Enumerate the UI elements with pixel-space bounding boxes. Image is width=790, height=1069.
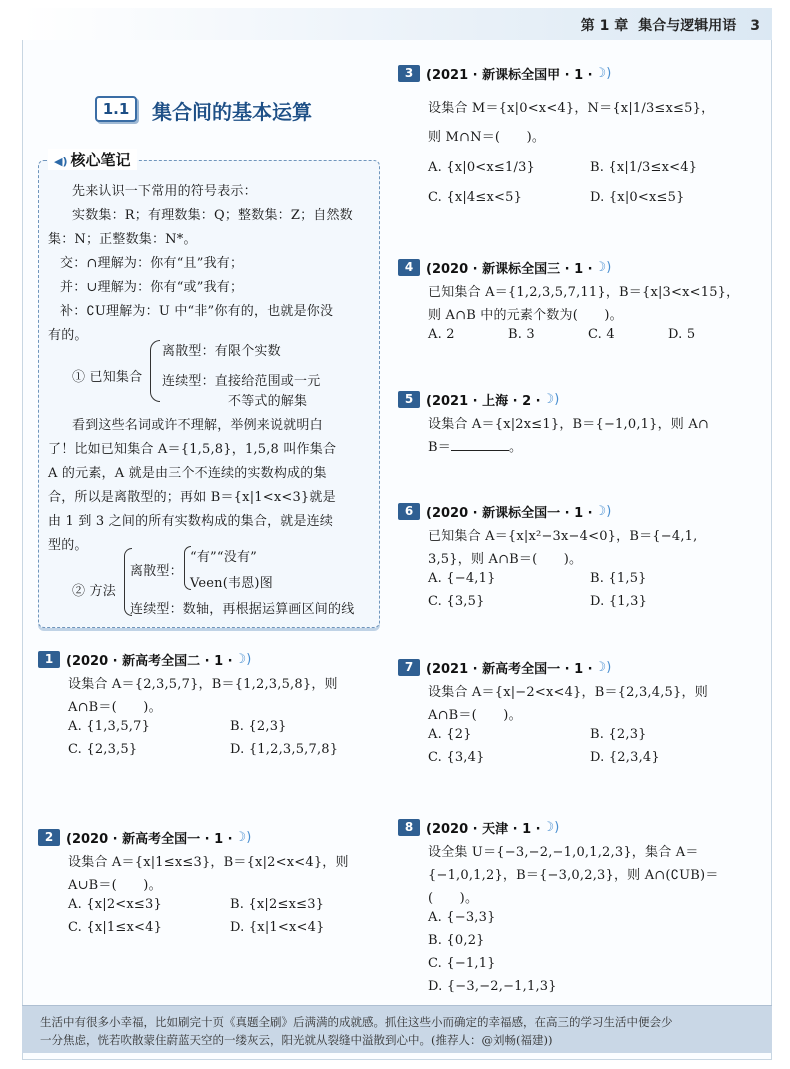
- option: B. {1,5}: [590, 571, 647, 586]
- discrete-type-text: 离散型：有限个实数: [162, 344, 281, 359]
- crescent-icon: ☽): [594, 660, 612, 675]
- notes-paragraph-line: 合，所以是离散型的；再如 B＝{x|1<x<3}就是: [48, 490, 336, 505]
- question-stem: {−1,0,1,2}，B＝{−3,0,2,3}，则 A∩(∁UB)＝: [428, 868, 719, 883]
- question-stem: 设全集 U＝{−3,−2,−1,0,1,2,3}，集合 A＝: [428, 845, 699, 860]
- question-stem: 3,5}，则 A∩B＝( )。: [428, 552, 583, 567]
- notes-line: 先来认识一下常用的符号表示：: [72, 184, 257, 199]
- question-stem: 设集合 A＝{x|−2<x<4}，B＝{2,3,4,5}，则: [428, 685, 708, 700]
- question-source: (2020 · 新高考全国二 · 1 ·: [66, 654, 233, 669]
- core-notes-title: ◀) 核心笔记: [48, 149, 137, 170]
- crescent-icon: ☽): [234, 652, 252, 667]
- option: C. {−1,1}: [428, 956, 496, 971]
- option: B. {x|2≤x≤3}: [230, 897, 325, 912]
- crescent-icon: ☽): [594, 504, 612, 519]
- option: D. {1,3}: [590, 594, 648, 609]
- question-stem: ( )。: [428, 891, 479, 906]
- option: A. {x|2<x≤3}: [68, 897, 162, 912]
- crescent-icon: ☽): [594, 66, 612, 81]
- question-source: (2021 · 上海 · 2 ·: [426, 394, 541, 409]
- option: B. {2,3}: [590, 727, 647, 742]
- option: C. {3,4}: [428, 750, 485, 765]
- answer-blank[interactable]: [451, 439, 509, 451]
- question-stem: 已知集合 A＝{x|x²−3x−4<0}，B＝{−4,1,: [428, 529, 698, 544]
- question-source: (2020 · 新高考全国一 · 1 ·: [66, 832, 233, 847]
- notes-line: 并：∪理解为：你有“或”我有；: [60, 280, 244, 295]
- question-header: [398, 258, 611, 277]
- option: D. {−3,−2,−1,1,3}: [428, 979, 557, 994]
- chapter-number: 第 1 章: [580, 18, 629, 34]
- running-header: [581, 15, 760, 35]
- continuous-type-text-2: 不等式的解集: [228, 394, 308, 409]
- question-header: [38, 650, 251, 669]
- option: C. {x|4≤x<5}: [428, 190, 523, 205]
- question-header: [398, 390, 559, 409]
- option: D. 5: [668, 327, 696, 342]
- question-stem: B＝ 。: [428, 440, 523, 455]
- question-stem: A∪B＝( )。: [68, 878, 162, 893]
- option: A. {−4,1}: [428, 571, 496, 586]
- notes-line: 补：∁U理解为：U 中“非”你有的，也就是你没: [60, 304, 334, 319]
- option: C. {x|1≤x<4}: [68, 920, 163, 935]
- crescent-icon: ☽): [542, 392, 560, 407]
- option: B. {0,2}: [428, 933, 485, 948]
- option: C. {2,3,5}: [68, 742, 138, 757]
- option: C. {3,5}: [428, 594, 485, 609]
- question-header: [398, 818, 559, 837]
- option: C. 4: [588, 327, 615, 342]
- question-stem: 设集合 M＝{x|0<x<4}，N＝{x|1/3≤x≤5}，: [428, 101, 715, 116]
- question-stem: 则 A∩B 中的元素个数为( )。: [428, 308, 623, 323]
- notes-line: 集：N；正整数集：N*。: [48, 232, 197, 247]
- crescent-icon: ☽): [594, 260, 612, 275]
- question-stem: A∩B＝( )。: [428, 708, 522, 723]
- question-source: (2020 · 新课标全国一 · 1 ·: [426, 506, 593, 521]
- option: D. {x|0<x≤5}: [590, 190, 685, 205]
- question-stem: A∩B＝( )。: [68, 700, 162, 715]
- question-source: (2021 · 新高考全国一 · 1 ·: [426, 662, 593, 677]
- option: B. 3: [508, 327, 535, 342]
- option: A. {−3,3}: [428, 910, 496, 925]
- notes-line: 交：∩理解为：你有“且”我有；: [60, 256, 244, 271]
- question-number: 3: [398, 65, 420, 82]
- option: D. {x|1<x<4}: [230, 920, 325, 935]
- speaker-icon: ◀): [54, 155, 68, 168]
- section-number-badge: 1.1: [95, 96, 137, 122]
- notes-line: 实数集：R；有理数集：Q；整数集：Z；自然数: [72, 208, 353, 223]
- question-number: 8: [398, 819, 420, 836]
- brace: [150, 340, 160, 402]
- option: A. {2}: [428, 727, 472, 742]
- question-number: 4: [398, 259, 420, 276]
- option: A. {x|0<x≤1/3}: [428, 160, 536, 175]
- chapter-title: 集合与逻辑用语: [638, 18, 737, 34]
- question-header: [398, 658, 611, 677]
- notes-line: 有的。: [48, 328, 88, 343]
- question-source: (2020 · 天津 · 1 ·: [426, 822, 541, 837]
- question-header: [398, 64, 611, 83]
- question-source: (2020 · 新课标全国三 · 1 ·: [426, 262, 593, 277]
- page-number: 3: [750, 18, 760, 34]
- notes-paragraph-line: A 的元素，A 就是由三个不连续的实数构成的集: [48, 466, 327, 481]
- crescent-icon: ☽): [542, 820, 560, 835]
- question-number: 6: [398, 503, 420, 520]
- method-discrete-2: Veen(韦恩)图: [190, 576, 273, 591]
- notes-paragraph-line: 由 1 到 3 之间的所有实数构成的集合，就是连续: [48, 514, 334, 529]
- option: D. {1,2,3,5,7,8}: [230, 742, 339, 757]
- question-number: 1: [38, 651, 60, 668]
- method-discrete-1: “有”“没有”: [190, 550, 257, 565]
- question-stem: 设集合 A＝{x|1≤x≤3}，B＝{x|2<x<4}，则: [68, 855, 349, 870]
- method-continuous: 连续型：数轴，再根据运算画区间的线: [130, 602, 355, 617]
- method-discrete: 离散型：: [130, 564, 183, 579]
- question-source: (2021 · 新课标全国甲 · 1 ·: [426, 68, 593, 83]
- footer-line: 一分焦虑，恍若吹散蒙住蔚蓝天空的一缕灰云，阳光就从裂缝中溢散到心中。(推荐人：@刘畅(福建)): [40, 1033, 553, 1047]
- question-stem: 设集合 A＝{x|2x≤1}，B＝{−1,0,1}，则 A∩: [428, 417, 710, 432]
- crescent-icon: ☽): [234, 830, 252, 845]
- question-number: 2: [38, 829, 60, 846]
- method-label: ② 方法: [72, 584, 116, 599]
- question-stem: 设集合 A＝{2,3,5,7}，B＝{1,2,3,5,8}，则: [68, 677, 338, 692]
- option: A. {1,3,5,7}: [68, 719, 151, 734]
- option: D. {2,3,4}: [590, 750, 660, 765]
- question-stem: 已知集合 A＝{1,2,3,5,7,11}，B＝{x|3<x<15}，: [428, 285, 740, 300]
- question-number: 5: [398, 391, 420, 408]
- notes-paragraph-line: 了！比如已知集合 A＝{1,5,8}，1,5,8 叫作集合: [48, 442, 337, 457]
- known-set-label: ① 已知集合: [72, 370, 143, 385]
- question-header: [398, 502, 611, 521]
- notes-paragraph-line: 型的。: [48, 538, 88, 553]
- question-header: [38, 828, 251, 847]
- notes-paragraph-line: 看到这些名词或许不理解，举例来说就明白: [72, 418, 323, 433]
- option: A. 2: [428, 327, 455, 342]
- footer-line: 生活中有很多小幸福，比如刷完十页《真题全刷》后满满的成就感。抓住这些小而确定的幸福感，在高三的学习生活中便会少: [40, 1015, 673, 1029]
- section-title: 集合间的基本运算: [152, 100, 312, 124]
- continuous-type-text: 连续型：直接给范围或一元: [162, 374, 321, 389]
- option: B. {x|1/3≤x<4}: [590, 160, 698, 175]
- question-stem: 则 M∩N＝( )。: [428, 130, 546, 145]
- option: B. {2,3}: [230, 719, 287, 734]
- question-number: 7: [398, 659, 420, 676]
